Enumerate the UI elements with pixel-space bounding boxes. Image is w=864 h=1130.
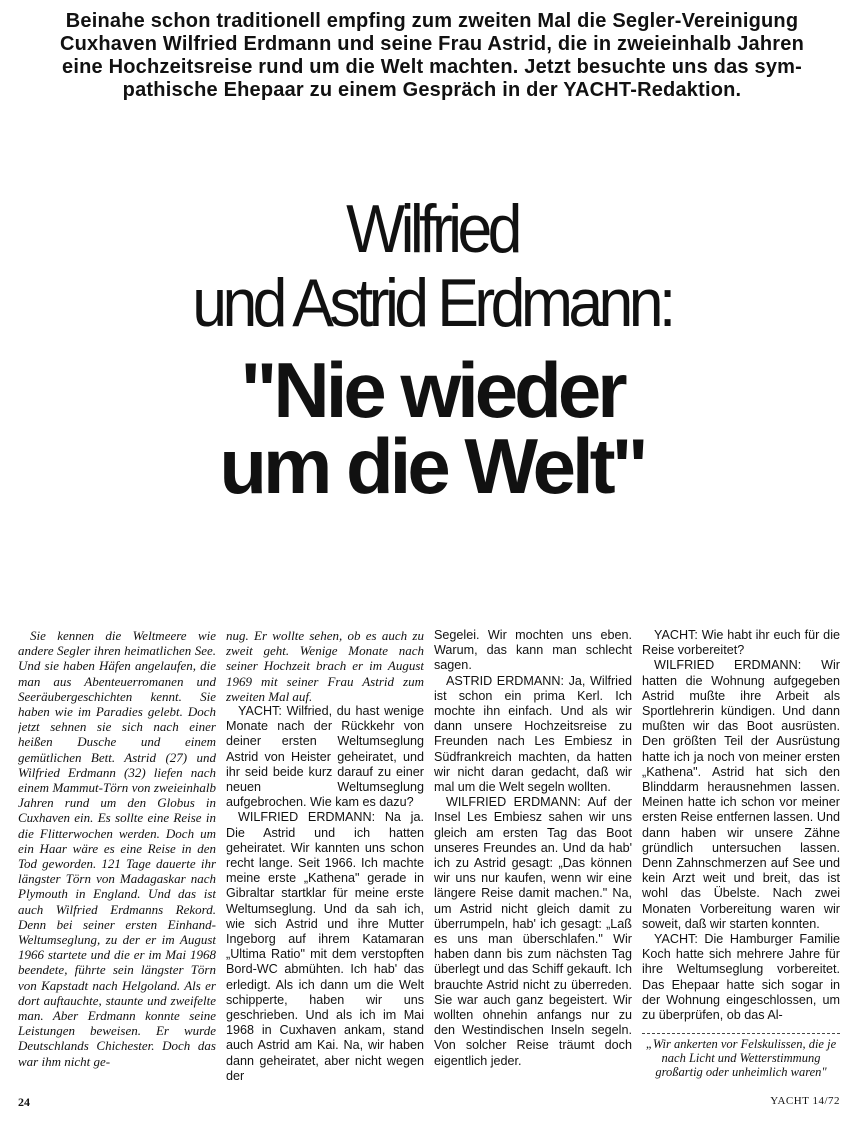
article-lead-continuation: nug. Er wollte sehen, ob es auch zu zweit geht. Wenige Monate nach seiner Hochzeit brach er im August 1969 mit seiner Frau Astrid zum zweiten Mal auf. bbox=[226, 628, 424, 704]
interview-question: YACHT: Die Hamburger Familie Koch hatte sich mehrere Jahre für ihre Weltumseglung vorbereitet. Das Ehepaar hatte sich sogar in der Wohnung eingeschlossen, um zu überprüfen, ob das Al- bbox=[642, 932, 840, 1023]
interview-answer: ASTRID ERDMANN: Ja, Wilfried ist schon ein prima Kerl. Ich mochte ihn einfach. Und als wir dann unsere Hochzeitsreise zu Freunden nach Les Embiesz in Südfrankreich machten, da hatten wir nicht daran gedacht, daß wir mal um die Welt segeln wollten. bbox=[434, 673, 632, 795]
article-column-3 bbox=[434, 628, 632, 1090]
intro-paragraph bbox=[10, 10, 854, 102]
interview-question: YACHT: Wie habt ihr euch für die Reise vorbereitet? bbox=[642, 628, 840, 658]
interview-answer: WILFRIED ERDMANN: Na ja. Die Astrid und ich hatten geheiratet. Wir kannten uns schon recht lange. Seit 1966. Ich machte meine erste „Kathena" gerade in Gibraltar startklar für meine erste Weltumseglung. Und da sah ich, wie sich Astrid und ihre Mutter Ingeborg auf ihrem Katamaran „Ultima Ratio" mit dem verstopften Bord-WC abmühten. Ich hab' das erledigt. Als ich dann um die Welt schipperte, haben wir uns geschrieben. Und als ich im Mai 1968 in Cuxhaven ankam, stand auch Astrid am Kai. Na, wir haben dann geheiratet, aber nicht wegen der bbox=[226, 810, 424, 1083]
article-column-1 bbox=[18, 628, 216, 1090]
article-column-2 bbox=[226, 628, 424, 1090]
interview-answer: WILFRIED ERDMANN: Wir hatten die Wohnung aufgegeben Astrid mußte ihre Arbeit als Sportlehrerin kündigen. Und dann mußten wir das Boot ausrüsten. Den größten Teil der Ausrüstung hatte ich ja noch von meiner ersten „Kathena". Astrid hat sich den Blinddarm herausnehmen lassen. Meinen hatte ich schon vor meiner ersten Reise entfernen lassen. Und dann haben wir unsere Zähne gründlich untersuchen lassen. Denn Zahnschmerzen auf See und kein Arzt weit und breit, das ist wohl das Übelste. Nach zwei Monaten Vorbereitung waren wir soweit, daß wir starten konnten. bbox=[642, 658, 840, 931]
interview-question: YACHT: Wilfried, du hast wenige Monate nach der Rückkehr von deiner ersten Weltumseglung Astrid von Heister geheiratet, und ihr seid beide kurz darauf zu einer neuen Weltumseglung aufgebrochen. Wie kam es dazu? bbox=[226, 704, 424, 810]
intro-line: Cuxhaven Wilfried Erdmann und seine Frau Astrid, die in zweieinhalb Jahren bbox=[59, 33, 805, 55]
article-lead-paragraph: Sie kennen die Weltmeere wie andere Segler ihren heimatlichen See. Und sie haben Häfen angelaufen, die man aus Abenteuerromanen und Seeräubergeschichten kennt. Sie haben wie im Paradies gelebt. Doch jetzt sehnen sie sich nach einer heißen Dusche und einem gemütlichen Bett. Astrid (27) und Wilfried Erdmann (32) liefen nach einem Mammut-Törn von zweieinhalb Jahren rund um den Globus in Cuxhaven ein. Es sollte eine Reise in die Flitterwochen werden. Doch um ein Haar wäre es eine Reise in den Tod geworden. 121 Tage dauerte ihr längster Törn von Madagaskar nach Plymouth in England. Und das ist auch Wilfried Erdmanns Rekord. Denn bei seiner ersten Einhand-Weltumseglung, zu der er im August 1966 startete und die er im Mai 1968 beendete, führte sein längster Törn von Kapstadt nach Helgoland. Als er dort auftauchte, staunte und zweifelte man. Aber Erdmann konnte seine Leistungen beweisen. Er wurde Deutschlands Chichester. Doch das war ihm nicht ge- bbox=[18, 628, 216, 1069]
headline bbox=[0, 190, 864, 510]
article-columns bbox=[18, 628, 840, 1090]
interview-answer: WILFRIED ERDMANN: Auf der Insel Les Embiesz sahen wir uns gleich am ersten Tag das Boot unseres Freundes an. Und da hab' ich zu Astrid gesagt: „Das können wir uns nur kaufen, wenn wir eine längere Reise damit machen." Na, um Astrid nicht gleich damit zu überrumpeln, hab' ich gesagt: „Laß es uns man überschlafen." Wir haben dann bis zum nächsten Tag überlegt und das Schiff gekauft. Ich brauchte Astrid nicht zu überreden. Sie war auch ganz begeistert. Wir wollten ohnehin anfangs nur zu den Westindischen Inseln segeln. Von solcher Reise träumt doch eigentlich jeder. bbox=[434, 795, 632, 1068]
intro-line: Beinahe schon traditionell empfing zum zweiten Mal die Segler-Vereinigung bbox=[65, 10, 799, 32]
intro-line: pathische Ehepaar zu einem Gespräch in der YACHT-Redaktion. bbox=[122, 79, 742, 101]
issue-label: YACHT 14/72 bbox=[770, 1095, 840, 1107]
headline-name-line: Wilfried bbox=[346, 191, 518, 267]
headline-quote-line-1: "Nie wieder bbox=[240, 346, 624, 434]
article-column-4 bbox=[642, 628, 840, 1090]
headline-subject-line: und Astrid Erdmann: bbox=[192, 265, 672, 341]
headline-quote-line-2: um die Welt" bbox=[219, 422, 645, 510]
intro-line: eine Hochzeitsreise rund um die Welt machten. Jetzt besuchte uns das sym- bbox=[62, 56, 802, 78]
interview-answer-continuation: Segelei. Wir mochten uns eben. Warum, das kann man schlecht sagen. bbox=[434, 628, 632, 673]
page-number: 24 bbox=[18, 1095, 30, 1109]
pull-quote: „Wir ankerten vor Felskulissen, die je nach Licht und Wetterstimmung großartig oder unheimlich waren" bbox=[642, 1033, 840, 1079]
